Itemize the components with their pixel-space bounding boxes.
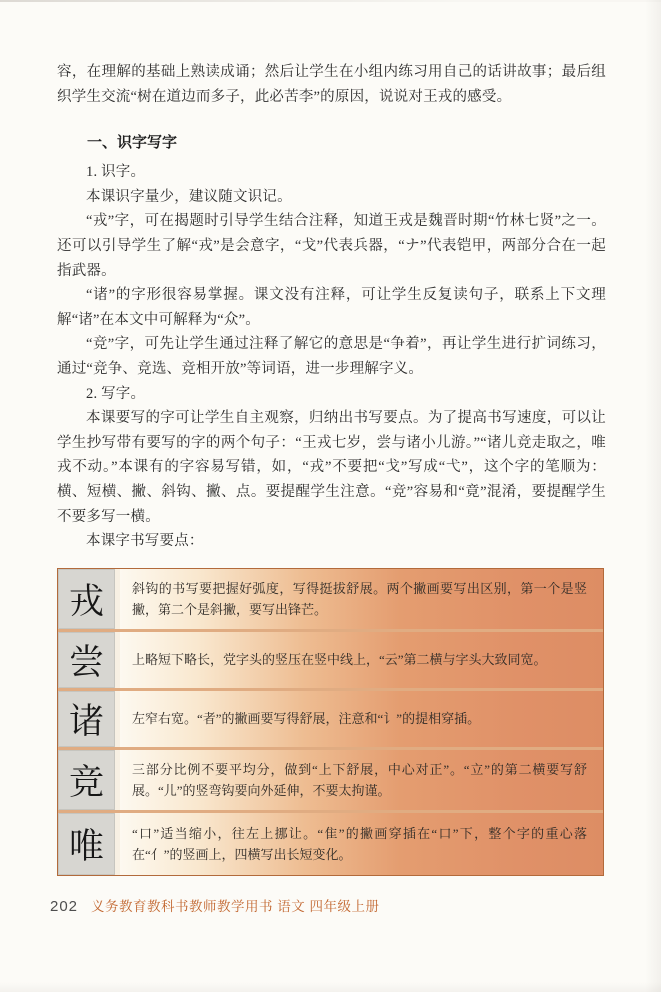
writing-tip: 上略短下略长，党字头的竖压在竖中线上，“云”第二横与字头大致同宽。: [120, 632, 603, 688]
paragraph: “竞”字，可先让学生通过注释了解它的意思是“争着”，再让学生进行扩词练习，通过“竞争、竞选、竞相开放”等词语，进一步理解字义。: [57, 336, 606, 377]
paragraph: “诸”的字形很容易掌握。课文没有注释，可让学生反复读句子，联系上下文理解“诸”在本文中可解释为“众”。: [57, 287, 606, 328]
table-row: [58, 750, 603, 810]
table-row: [58, 632, 603, 688]
paragraph: 1. 识字。: [86, 164, 146, 181]
paragraph-intro: 容，在理解的基础上熟读成诵；然后让学生在小组内练习用自己的话讲故事；最后组织学生交流“树在道边而多子，此必苦李”的原因，说说对王戎的感受。: [57, 64, 606, 105]
writing-tip: 左窄右宽。“者”的撇画要写得舒展，注意和“讠”的提相穿插。: [120, 691, 603, 747]
character-cell: 戎: [58, 569, 115, 629]
paragraph: 本课识字量少，建议随文识记。: [86, 188, 292, 205]
writing-tip: “口”适当缩小，往左上挪让。“隹”的撇画穿插在“口”下，整个字的重心落在“亻”的竖画上，四横写出长短变化。: [120, 813, 603, 875]
page-footer: [50, 895, 380, 915]
scan-top-edge: [0, 0, 661, 2]
character-cell: 诸: [58, 691, 115, 747]
table-row: [58, 569, 603, 629]
character-cell: 尝: [58, 632, 115, 688]
paragraph: 2. 写字。: [86, 385, 146, 402]
writing-tip: 斜钩的书写要把握好弧度，写得挺拔舒展。两个撇画要写出区别，第一个是竖撇，第二个是斜撇，要写出锋芒。: [120, 569, 603, 629]
paragraph: “戎”字，可在揭题时引导学生结合注释，知道王戎是魏晋时期“竹林七贤”之一。还可以引导学生了解“戎”是会意字，“戈”代表兵器，“ナ”代表铠甲，两部分合在一起指武器。: [57, 213, 606, 279]
writing-points-table: [57, 568, 604, 876]
page-content: [57, 60, 606, 876]
page-number: 202: [50, 898, 79, 915]
scan-right-edge: [645, 0, 661, 992]
section-heading: 一、识字写字: [87, 134, 178, 152]
paragraph: 本课要写的字可让学生自主观察，归纳出书写要点。为了提高书写速度，可以让学生抄写带有要写的字的两个句子：“王戎七岁，尝与诸小儿游。”“诸儿竞走取之，唯戎不动。”本课有的字容易写错，如，“戎”不要把“戈”写成“弋”，这个字的笔顺为：横、短横、撇、斜钩、撇、点。要提醒学生注意。“竞”容易和“竟”混淆，要提醒学生不要多写一横。: [57, 410, 606, 525]
table-row: [58, 691, 603, 747]
paragraph: 本课字书写要点：: [86, 533, 204, 550]
table-row: [58, 813, 603, 875]
book-title: 义务教育教科书教师教学用书 语文 四年级上册: [91, 899, 380, 914]
scan-bottom-edge: [0, 982, 661, 992]
character-cell: 竞: [58, 750, 115, 810]
character-cell: 唯: [58, 813, 115, 875]
writing-tip: 三部分比例不要平均分，做到“上下舒展，中心对正”。“立”的第二横要写舒展。“儿”的竖弯钩要向外延伸，不要太拘谨。: [120, 750, 603, 810]
